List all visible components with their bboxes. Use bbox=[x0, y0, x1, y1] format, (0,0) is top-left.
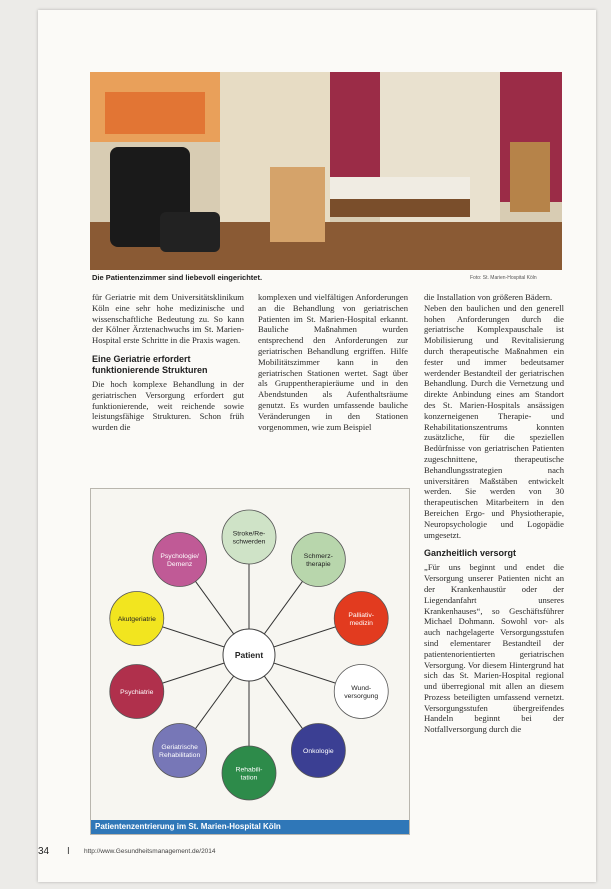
paragraph: für Geriatrie mit dem Universitätsklinikum Köln eine sehr hohe medizinische und wissenschaftliche Bedeutung zu. So kann der Kölner Ärztenachwuchs im St. Marien-Hospital erste Schritte in die Praxis wagen. bbox=[92, 292, 244, 346]
paragraph: komplexen und vielfältigen Anforderungen an die Behandlung von geriatrischen Patienten im St. Marien-Hospital erkannt. Bauliche Maßnahmen wurden entsprechend den Anforderungen zur geriatrischen Behandlung ergriffen. Hilfe Mobilitätszimmer kann in den geriatrischen Stationen wertet. Sagt über als Gruppentherapieräume und in den Abendstunden als Aufenthaltsräume genutzt. Es wurden umfassende bauliche Veränderungen in den Stationen vorgenommen, wie zum Beispiel bbox=[258, 292, 408, 432]
diagram-node-label: Psychiatrie bbox=[120, 688, 154, 696]
diagram-node-label: Schmerz-therapie bbox=[303, 553, 333, 569]
center-node-label: Patient bbox=[234, 650, 264, 660]
text-column-2 bbox=[258, 292, 408, 432]
diagram-canvas bbox=[91, 489, 409, 820]
section-heading: Ganzheitlich versorgt bbox=[424, 548, 517, 559]
paragraph: die Installation von größeren Bädern. bbox=[424, 292, 553, 302]
diagram-node-label: Stroke/Re-schwerden bbox=[232, 530, 266, 546]
room-illustration bbox=[90, 72, 562, 270]
paragraph: Die hoch komplexe Behandlung in der geriatrischen Versorgung erfordert gut funktionierende, weit reichende sowie leistungsfähige Strukturen. Schon früh wurden die bbox=[92, 378, 244, 433]
diagram-node-label: Rehabili-tation bbox=[235, 766, 263, 782]
page-number: 34 bbox=[38, 846, 50, 857]
patient-centered-diagram bbox=[90, 488, 410, 835]
footer-separator: I bbox=[67, 846, 70, 857]
diagram-node-label: Geriatrische Rehabilitation bbox=[159, 743, 201, 759]
diagram-node-label: Onkologie bbox=[303, 747, 334, 755]
text-column-3 bbox=[424, 292, 564, 735]
diagram-node-label: Palliativ-medizin bbox=[348, 612, 375, 628]
footer-url: http://www.Gesundheitsmanagement.de/2014 bbox=[84, 848, 216, 855]
diagram-node-label: Akutgeriatrie bbox=[117, 616, 156, 624]
photo-credit: Foto: St. Marien-Hospital Köln bbox=[470, 275, 537, 281]
section-heading: Eine Geriatrie erfordert funktionierende Strukturen bbox=[92, 353, 208, 375]
patient-room-photo bbox=[90, 72, 562, 270]
photo-caption: Die Patientenzimmer sind liebevoll eingerichtet. bbox=[92, 273, 263, 282]
paragraph: Neben den baulichen und den generell hohen Anforderungen durch die geriatrische Komplexpauschale ist Mobilisierung und Revitalisierung durch therapeutische Maßnahmen ein fester und immer bedeutsamer werdender Bestandteil der geriatrischen Behandlung. Durch die Vernetzung und direkte Anbindung eines am Standort des St. Marien-Hospitals ansässigen konzerneigenen Therapie- und Rehabilitationszentrums konnten zusätzliche, für die speziellen Bedürfnisse von geriatrischen Patienten zugeschnittene, therapeutische Behandlungsstrategien nach universitären Maßstäben entwickelt werden. Sie werden von 30 therapeutischen Mitarbeitern in den Bereichen Ergo- und Physiotherapie, Neuropsychologie und Logopädie umgesetzt. bbox=[424, 302, 564, 540]
diagram-node-label: Psychologie/ Demenz bbox=[160, 553, 199, 569]
diagram-title: Patientenzentrierung im St. Marien-Hospital Köln bbox=[91, 820, 409, 834]
paragraph: „Für uns beginnt und endet die Versorgung unserer Patienten nicht an der Krankenhaustür oder der Liegendanfahrt unseres Krankenhauses“, so Geschäftsführer Michael Dohmann. Sowohl vor- als auch nachgelagerte Versorgungsstufen sind elementarer Bestandteil der patientenorientierten geriatrischen Versorgung. Vor diesem Hintergrund hat sich das St. Marien-Hospital regional und überregional mit allen an diesem Prozess beteiligten umfassend vernetzt. Versorgungsstufen übergreifendes Handeln beginnt bei der Notfallversorgung durch die bbox=[424, 562, 564, 735]
text-column-1 bbox=[92, 292, 244, 433]
diagram-node-label: Wund-versorgung bbox=[344, 684, 379, 700]
